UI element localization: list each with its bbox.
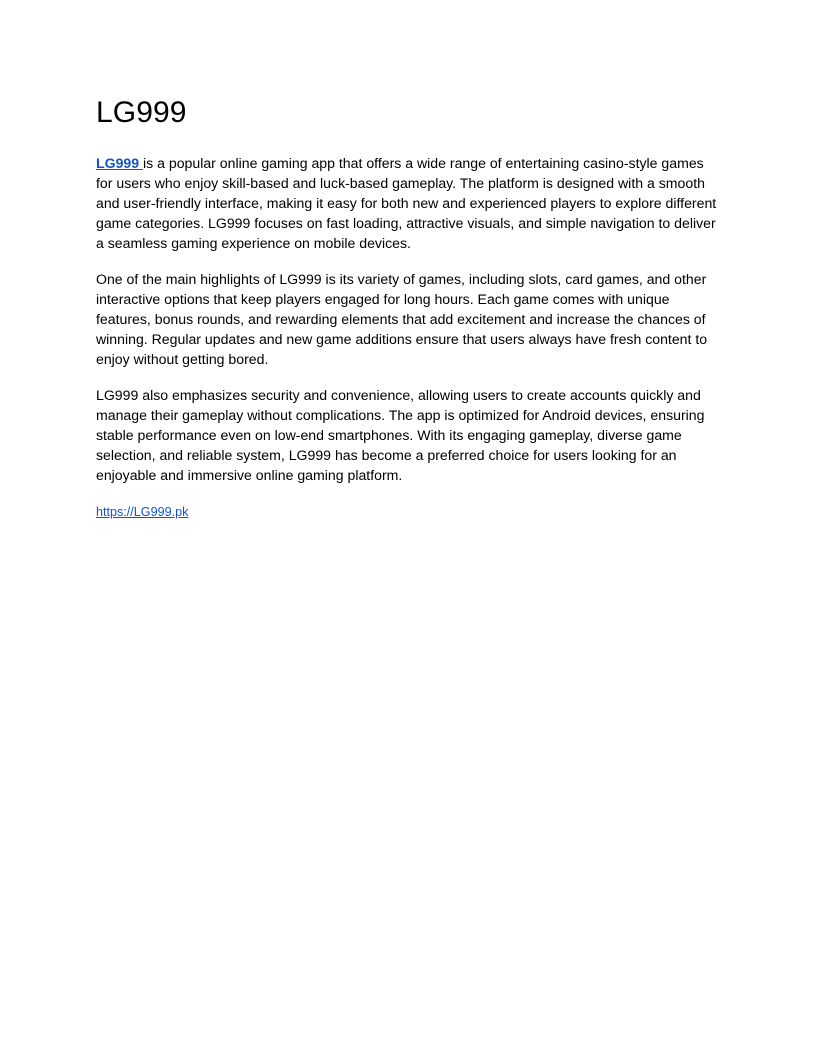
paragraph-3: LG999 also emphasizes security and convenience, allowing users to create accounts quickly and manage their gameplay without complications. The app is optimized for Android devices, ensuring stable performance even on low-end smartphones. With its engaging gameplay, diverse game selection, and reliable system, LG999 has become a preferred choice for users looking for an enjoyable and immersive online gaming platform. [96,386,705,483]
lg999-inline-link[interactable]: LG999 [96,154,144,171]
page-title: LG999 [96,96,187,129]
paragraph-2: One of the main highlights of LG999 is its variety of games, including slots, card games, and other interactive options that keep players engaged for long hours. Each game comes with unique features, bonus rounds, and rewarding elements that add excitement and increase the chances of winning. Regular updates and new game additions ensure that users always have fresh content to enjoy without getting bored. [96,270,708,367]
paragraph-1 [96,153,720,253]
paragraph-1-text: is a popular online gaming app that offers a wide range of entertaining casino-style games for users who enjoy skill-based and luck-based gameplay. The platform is designed with a smooth and user-friendly interface, making it easy for both new and experienced players to explore different game categories. LG999 focuses on fast loading, attractive visuals, and simple navigation to deliver a seamless gaming experience on mobile devices. [96,154,717,251]
website-url-link[interactable]: https://LG999.pk [96,504,189,519]
footer-link-paragraph [96,504,720,522]
